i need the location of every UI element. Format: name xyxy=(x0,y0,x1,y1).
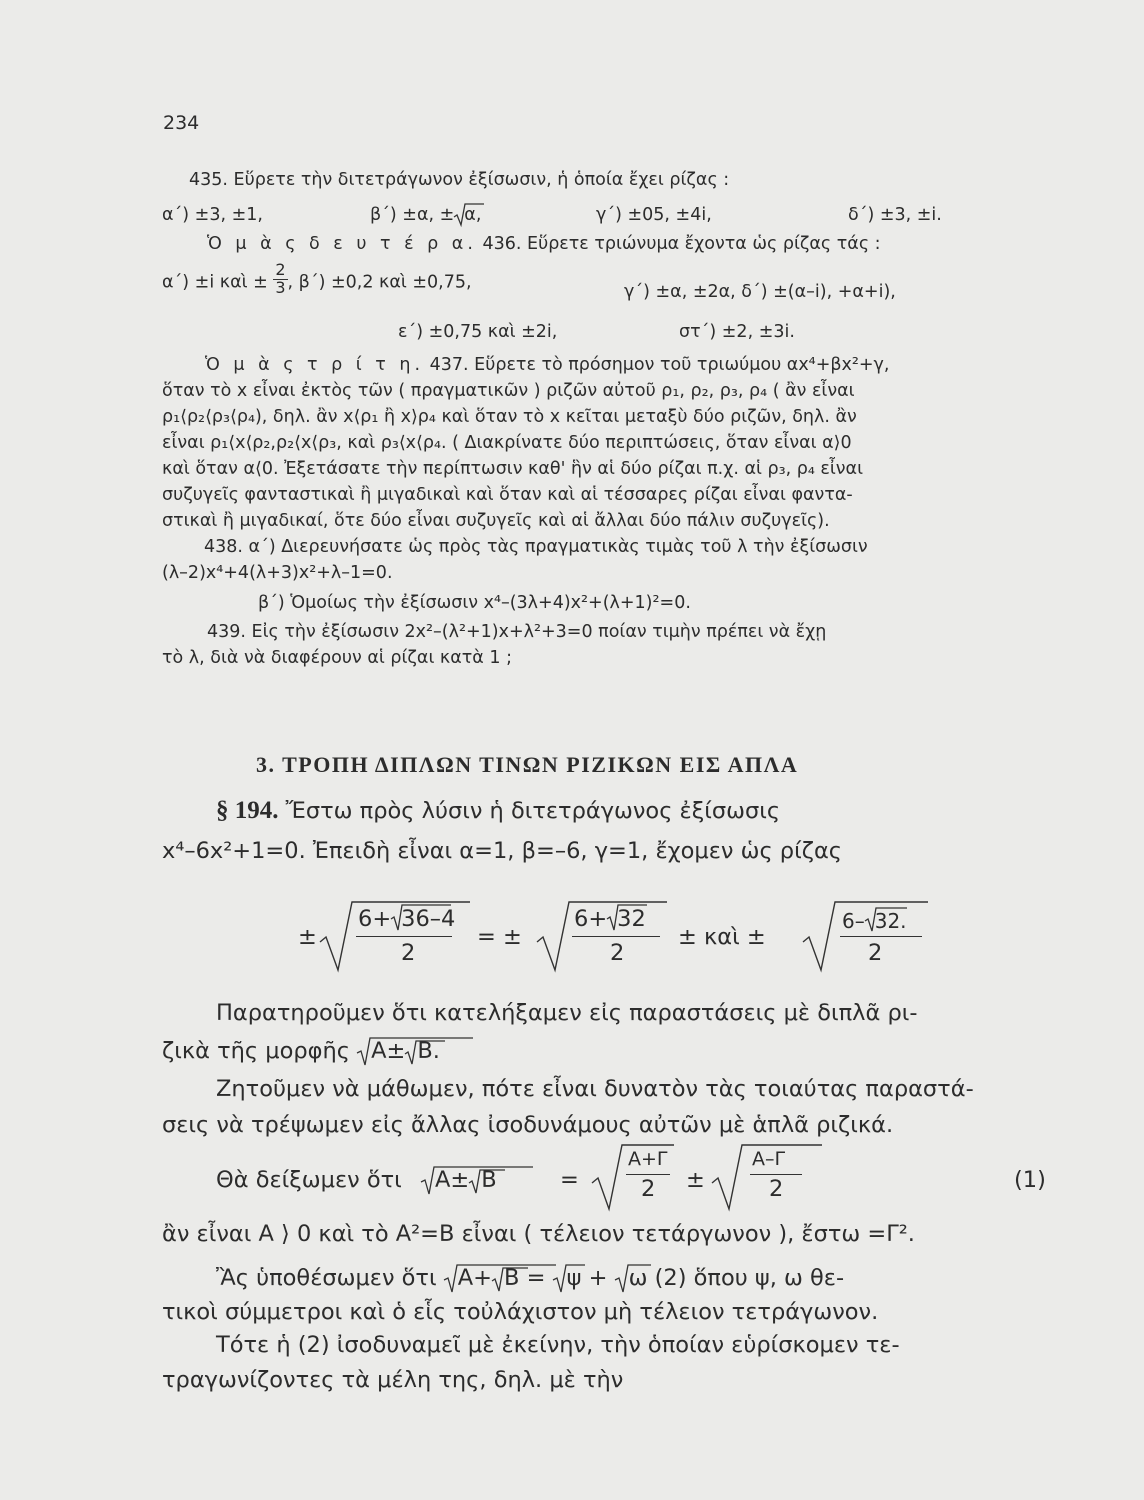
book-page: 234 435. Εὕρετε τὴν διτετράγωνον ἐξίσωσιν, ἡ ὁποία ἔχει ρίζας : α΄) ±3, ±1, β΄) ±α, ± α, γ΄) ±05, ±4i, δ΄) ±3, ±i. Ὁ μ ὰ ς δ ε υ τ έ ρ α. 436. Εὕρετε τριώνυμα ἔχοντα ὡς ρίζας τάς : α΄) ±i καὶ ± $\frac{2}{3}$ , β΄) ±0,2 καὶ ±0,75, γ΄) ±α, ±2α, δ΄) ±(α–i), +α+i), ε΄) ±0,75 καὶ ±2i, στ΄) ±2, ±3i. Ὁ μ ὰ ς τ ρ ί τ η. 437. Εὕρετε τὸ πρόσημον τοῦ τριωύμου αx⁴+βx²+γ, ὅταν τὸ x εἶναι ἐκτὸς τῶν ( πραγματικῶν ) ριζῶν αὐτοῦ ρ₁, ρ₂, ρ₃, ρ₄ ( ἂν εἶναι ρ₁⟨ρ₂⟨ρ₃⟨ρ₄), δηλ. ἂν x⟨ρ₁ ἢ x⟩ρ₄ καὶ ὅταν τὸ x κεῖται μεταξὺ δύο ριζῶν, δηλ. ἂν εἶναι ρ₁⟨x⟨ρ₂,ρ₂⟨x⟨ρ₃, καὶ ρ₃⟨x⟨ρ₄. ( Διακρίνατε δύο περιπτώσεις, ὅταν εἶναι α⟩0 καὶ ὅταν α⟨0. Ἐξετάσατε τὴν περίπτωσιν καθ' ἣν αἱ δύο ρίζαι π.χ. αἱ ρ₃, ρ₄ εἶναι συζυγεῖς φανταστικαὶ ἢ μιγαδικαὶ καὶ ὅταν καὶ αἱ τέσσαρες ρίζαι εἶναι φαντα- στικαὶ ἢ μιγαδικαί, ὅτε δύο εἶναι συζυγεῖς καὶ αἱ ἄλλαι δύο πάλιν συζυγεῖς). 438. α΄) Διερευνήσατε ὡς πρὸς τὰς πραγματικὰς τιμὰς τοῦ λ τὴν ἐξίσωσιν (λ–2)x⁴+4(λ+3)x²+λ–1=0. β΄) Ὁμοίως τὴν ἐξίσωσιν x⁴–(3λ+4)x²+(λ+1)²=0. 439. Εἰς τὴν ἐξίσωσιν 2x²–(λ²+1)x+λ²+3=0 ποίαν τιμὴν πρέπει νὰ ἔχῃ τὸ λ, διὰ νὰ διαφέρουν αἱ ρίζαι κατὰ 1 ; 3. ΤΡΟΠΗ ΔΙΠΛΩΝ ΤΙΝΩΝ ΡΙΖΙΚΩΝ ΕΙΣ ΑΠΛΑ § 194. Ἔστω πρὸς λύσιν ἡ διτετράγωνος ἐξίσωσις x⁴–6x²+1=0. Ἐπειδὴ εἶναι α=1, β=–6, γ=1, ἔχομεν ὡς ρίζας ± 6+ 36–4 2 = ± 6+ 32 2 ± καὶ ± 6– 32. 2 Παρατηροῦμεν ὅτι κατελήξαμεν εἰς παραστάσεις μὲ διπλᾶ ρι- ζικὰ τῆς μορφῆς Α± Β. Ζητοῦμεν νὰ μάθωμεν, πότε εἶναι δυνατὸν τὰς τοιαύτας παραστά- σεις νὰ τρέψωμεν εἰς ἄλλας ἰσοδυνάμους αὐτῶν μὲ ἁπλᾶ ριζικά. Θὰ δείξωμεν ὅτι Α± Β = Α+Γ 2 ± Α–Γ 2 (1) ἂν εἶναι Α ⟩ 0 καὶ τὸ Α²=Β εἶναι ( τέλειον τετάργωνον ), ἔστω =Γ². Ἂς ὑποθέσωμεν ὅτι Α+ Β = ψ + ω (2) ὅπου ψ, ω θε- τικοὶ σύμμετροι καὶ ὁ εἷς τοὐλάχιστον μὴ τέλειον τετράγωνον. Τότε ἡ (2) ἰσοδυναμεῖ μὲ ἐκείνην, τὴν ὁποίαν εὑρίσκομεν τε- τραγωνίζοντες τὰ μέλη της, δηλ. μὲ τὴν xyxy=(162,112,1046,1393)
ex436-a: α΄) ±i καὶ ± $\frac{2}{3}$ , β΄) ±0,2 καὶ ±0,75, xyxy=(162,260,472,297)
ex438-line3: β΄) Ὁμοίως τὴν ἐξίσωσιν x⁴–(3λ+4)x²+(λ+1)²=0. xyxy=(258,593,691,613)
ex435-d: δ΄) ±3, ±i. xyxy=(848,205,942,225)
ex436-e: ε΄) ±0,75 καὶ ±2i, xyxy=(398,322,558,342)
para2-line1: Ζητοῦμεν νὰ μάθωμεν, πότε εἶναι δυνατὸν τὰς τοιαύτας παραστά- xyxy=(216,1076,974,1102)
para1-line2: ζικὰ τῆς μορφῆς Α± Β. xyxy=(162,1038,440,1064)
group3-line: Ὁ μ ὰ ς τ ρ ί τ η. 437. Εὕρετε τὸ πρόσημον τοῦ τριωύμου αx⁴+βx²+γ, xyxy=(205,355,890,375)
ex435-intro: 435. Εὕρετε τὴν διτετράγωνον ἐξίσωσιν, ἡ ὁποία ἔχει ρίζας : xyxy=(189,170,730,190)
ex438-line2: (λ–2)x⁴+4(λ+3)x²+λ–1=0. xyxy=(162,563,393,583)
para5-line1: Τότε ἡ (2) ἰσοδυναμεῖ μὲ ἐκείνην, τὴν ὁποίαν εὑρίσκομεν τε- xyxy=(216,1332,900,1358)
para5-line2: τραγωνίζοντες τὰ μέλη της, δηλ. μὲ τὴν xyxy=(162,1367,624,1393)
ex435-a: α΄) ±3, ±1, xyxy=(162,205,263,225)
page-number: 234 xyxy=(163,112,200,134)
group3-label: Ὁ μ ὰ ς τ ρ ί τ η. xyxy=(205,355,425,375)
ex438-line1: 438. α΄) Διερευνήσατε ὡς πρὸς τὰς πραγματικὰς τιμὰς τοῦ λ τὴν ἐξίσωσιν xyxy=(204,537,868,557)
group2-line xyxy=(207,234,881,254)
ex436-text: 436. Εὕρετε τριώνυμα ἔχοντα ὡς ρίζας τάς : xyxy=(482,234,881,254)
para3: ἂν εἶναι Α ⟩ 0 καὶ τὸ Α²=Β εἶναι ( τέλειον τετάργωνον ), ἔστω =Γ². xyxy=(162,1221,915,1247)
section-194-line2: x⁴–6x²+1=0. Ἐπειδὴ εἶναι α=1, β=–6, γ=1, ἔχομεν ὡς ρίζας xyxy=(162,838,842,864)
ex439-line1: 439. Εἰς τὴν ἐξίσωσιν 2x²–(λ²+1)x+λ²+3=0 ποίαν τιμὴν πρέπει νὰ ἔχῃ xyxy=(207,622,827,642)
para1-line1: Παρατηροῦμεν ὅτι κατελήξαμεν εἰς παραστάσεις μὲ διπλᾶ ρι- xyxy=(216,1000,918,1026)
group2-label: Ὁ μ ὰ ς δ ε υ τ έ ρ α. xyxy=(207,234,477,254)
section-number: § 194. xyxy=(216,797,279,824)
equation-number-1: (1) xyxy=(1014,1167,1046,1193)
para2-line2: σεις νὰ τρέψωμεν εἰς ἄλλας ἰσοδυνάμους αὐτῶν μὲ ἁπλᾶ ριζικά. xyxy=(162,1112,894,1138)
ex437-line: ὅταν τὸ x εἶναι ἐκτὸς τῶν ( πραγματικῶν ) ριζῶν αὐτοῦ ρ₁, ρ₂, ρ₃, ρ₄ ( ἂν εἶναι xyxy=(162,381,855,401)
para4-line2: τικοὶ σύμμετροι καὶ ὁ εἷς τοὐλάχιστον μὴ τέλειον τετράγωνον. xyxy=(162,1299,879,1325)
ex436-c: γ΄) ±α, ±2α, δ΄) ±(α–i), +α+i), xyxy=(624,282,896,302)
ex437-line: στικαὶ ἢ μιγαδικαί, ὅτε δύο εἶναι συζυγεῖς καὶ αἱ ἄλλαι δύο πάλιν συζυγεῖς). xyxy=(162,511,830,531)
ex435-b: β΄) ±α, ± α, xyxy=(370,205,481,225)
ex437-line: καὶ ὅταν α⟨0. Ἐξετάσατε τὴν περίπτωσιν καθ' ἣν αἱ δύο ρίζαι π.χ. αἱ ρ₃, ρ₄ εἶναι xyxy=(162,459,864,479)
section-194-line1: § 194. Ἔστω πρὸς λύσιν ἡ διτετράγωνος ἐξίσωσις xyxy=(216,797,781,824)
ex437-line: συζυγεῖς φανταστικαὶ ἢ μιγαδικαὶ καὶ ὅταν καὶ αἱ τέσσαρες ρίζαι εἶναι φαντα- xyxy=(162,485,853,505)
ex435-c: γ΄) ±05, ±4i, xyxy=(596,205,712,225)
section-heading: 3. ΤΡΟΠΗ ΔΙΠΛΩΝ ΤΙΝΩΝ ΡΙΖΙΚΩΝ ΕΙΣ ΑΠΛΑ xyxy=(256,752,799,777)
ex437-line: ρ₁⟨ρ₂⟨ρ₃⟨ρ₄), δηλ. ἂν x⟨ρ₁ ἢ x⟩ρ₄ καὶ ὅταν τὸ x κεῖται μεταξὺ δύο ριζῶν, δηλ. ἂν xyxy=(162,407,857,427)
ex436-f: στ΄) ±2, ±3i. xyxy=(679,322,795,342)
ex437-line: εἶναι ρ₁⟨x⟨ρ₂,ρ₂⟨x⟨ρ₃, καὶ ρ₃⟨x⟨ρ₄. ( Διακρίνατε δύο περιπτώσεις, ὅταν εἶναι α⟩0 xyxy=(162,433,852,453)
ex439-line2: τὸ λ, διὰ νὰ διαφέρουν αἱ ρίζαι κατὰ 1 ; xyxy=(162,648,512,668)
para4-line1: Ἂς ὑποθέσωμεν ὅτι Α+ Β = ψ + ω (2) ὅπου ψ, ω θε- xyxy=(216,1265,845,1291)
